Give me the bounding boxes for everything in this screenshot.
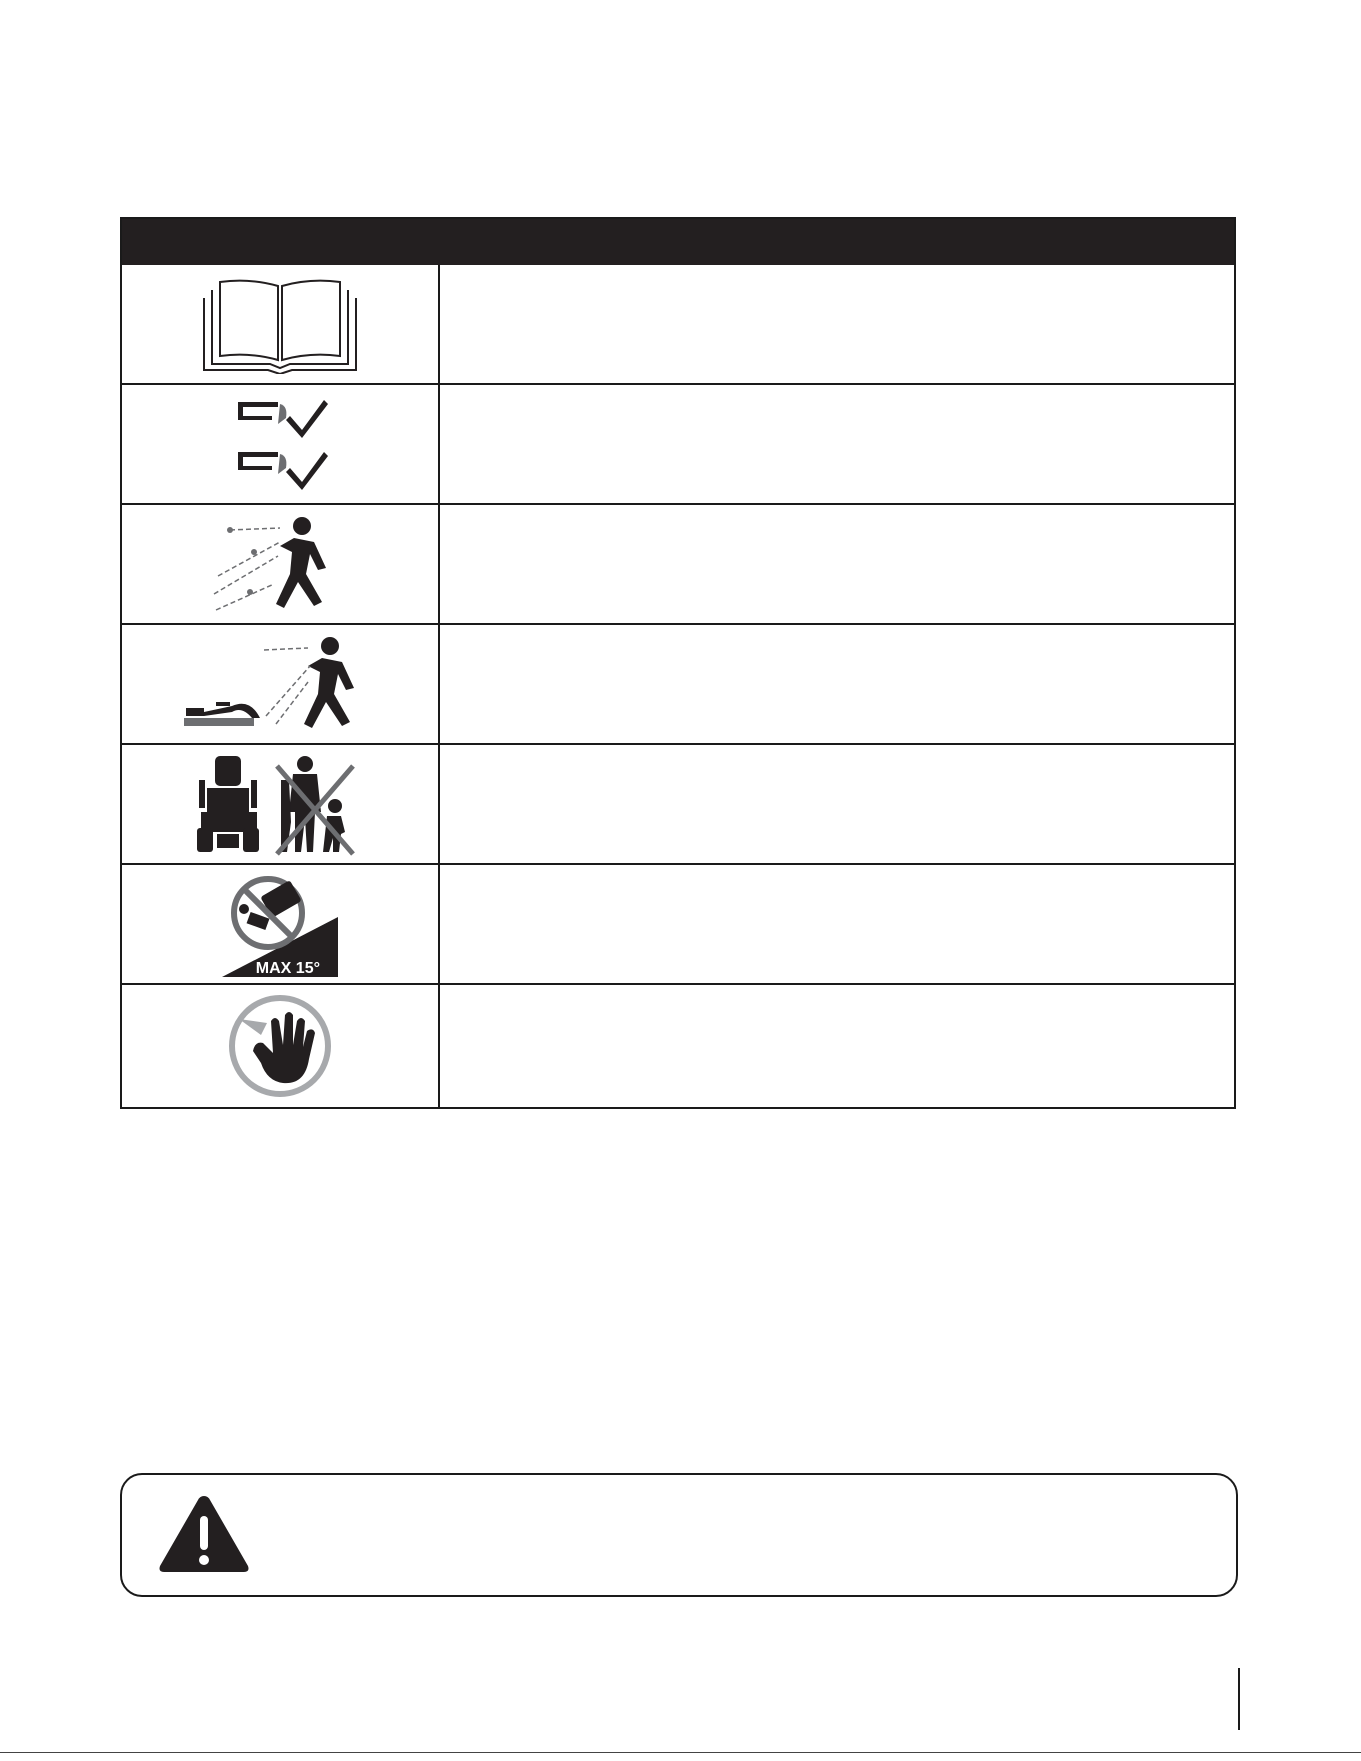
- symbol-cell: [122, 865, 440, 983]
- description-cell: [440, 385, 1234, 503]
- table-row: [122, 385, 1234, 505]
- rollover-slope-icon: [220, 869, 340, 979]
- table-row: [122, 745, 1234, 865]
- description-cell: [440, 985, 1234, 1107]
- hand-cut-hazard-icon: [227, 993, 333, 1099]
- symbol-cell: [122, 985, 440, 1107]
- slope-label: MAX 15°: [255, 960, 320, 977]
- description-cell: [440, 505, 1234, 623]
- warning-box: [120, 1473, 1238, 1597]
- table-row: [122, 625, 1234, 745]
- table-row: [122, 865, 1234, 985]
- read-manual-icon: [200, 274, 360, 374]
- keep-bystanders-away-icon: [195, 752, 365, 856]
- table-row: [122, 265, 1234, 385]
- description-cell: [440, 625, 1234, 743]
- table-row: [122, 505, 1234, 625]
- description-cell: [440, 265, 1234, 383]
- thrown-objects-icon: [210, 512, 350, 616]
- symbol-cell: [122, 625, 440, 743]
- safety-symbols-table: [120, 217, 1236, 1109]
- warning-triangle-icon: [156, 1492, 252, 1576]
- symbol-cell: [122, 265, 440, 383]
- description-cell: [440, 865, 1234, 983]
- table-row: [122, 985, 1234, 1107]
- page-margin-rule: [1238, 1668, 1240, 1730]
- table-header-bar: [122, 219, 1234, 265]
- thrown-objects-mower-icon: [180, 632, 380, 736]
- engage-parking-brake-icon: [230, 394, 330, 494]
- symbol-cell: [122, 745, 440, 863]
- description-cell: [440, 745, 1234, 863]
- symbol-cell: [122, 385, 440, 503]
- symbol-cell: [122, 505, 440, 623]
- footer-line: [0, 1752, 1361, 1753]
